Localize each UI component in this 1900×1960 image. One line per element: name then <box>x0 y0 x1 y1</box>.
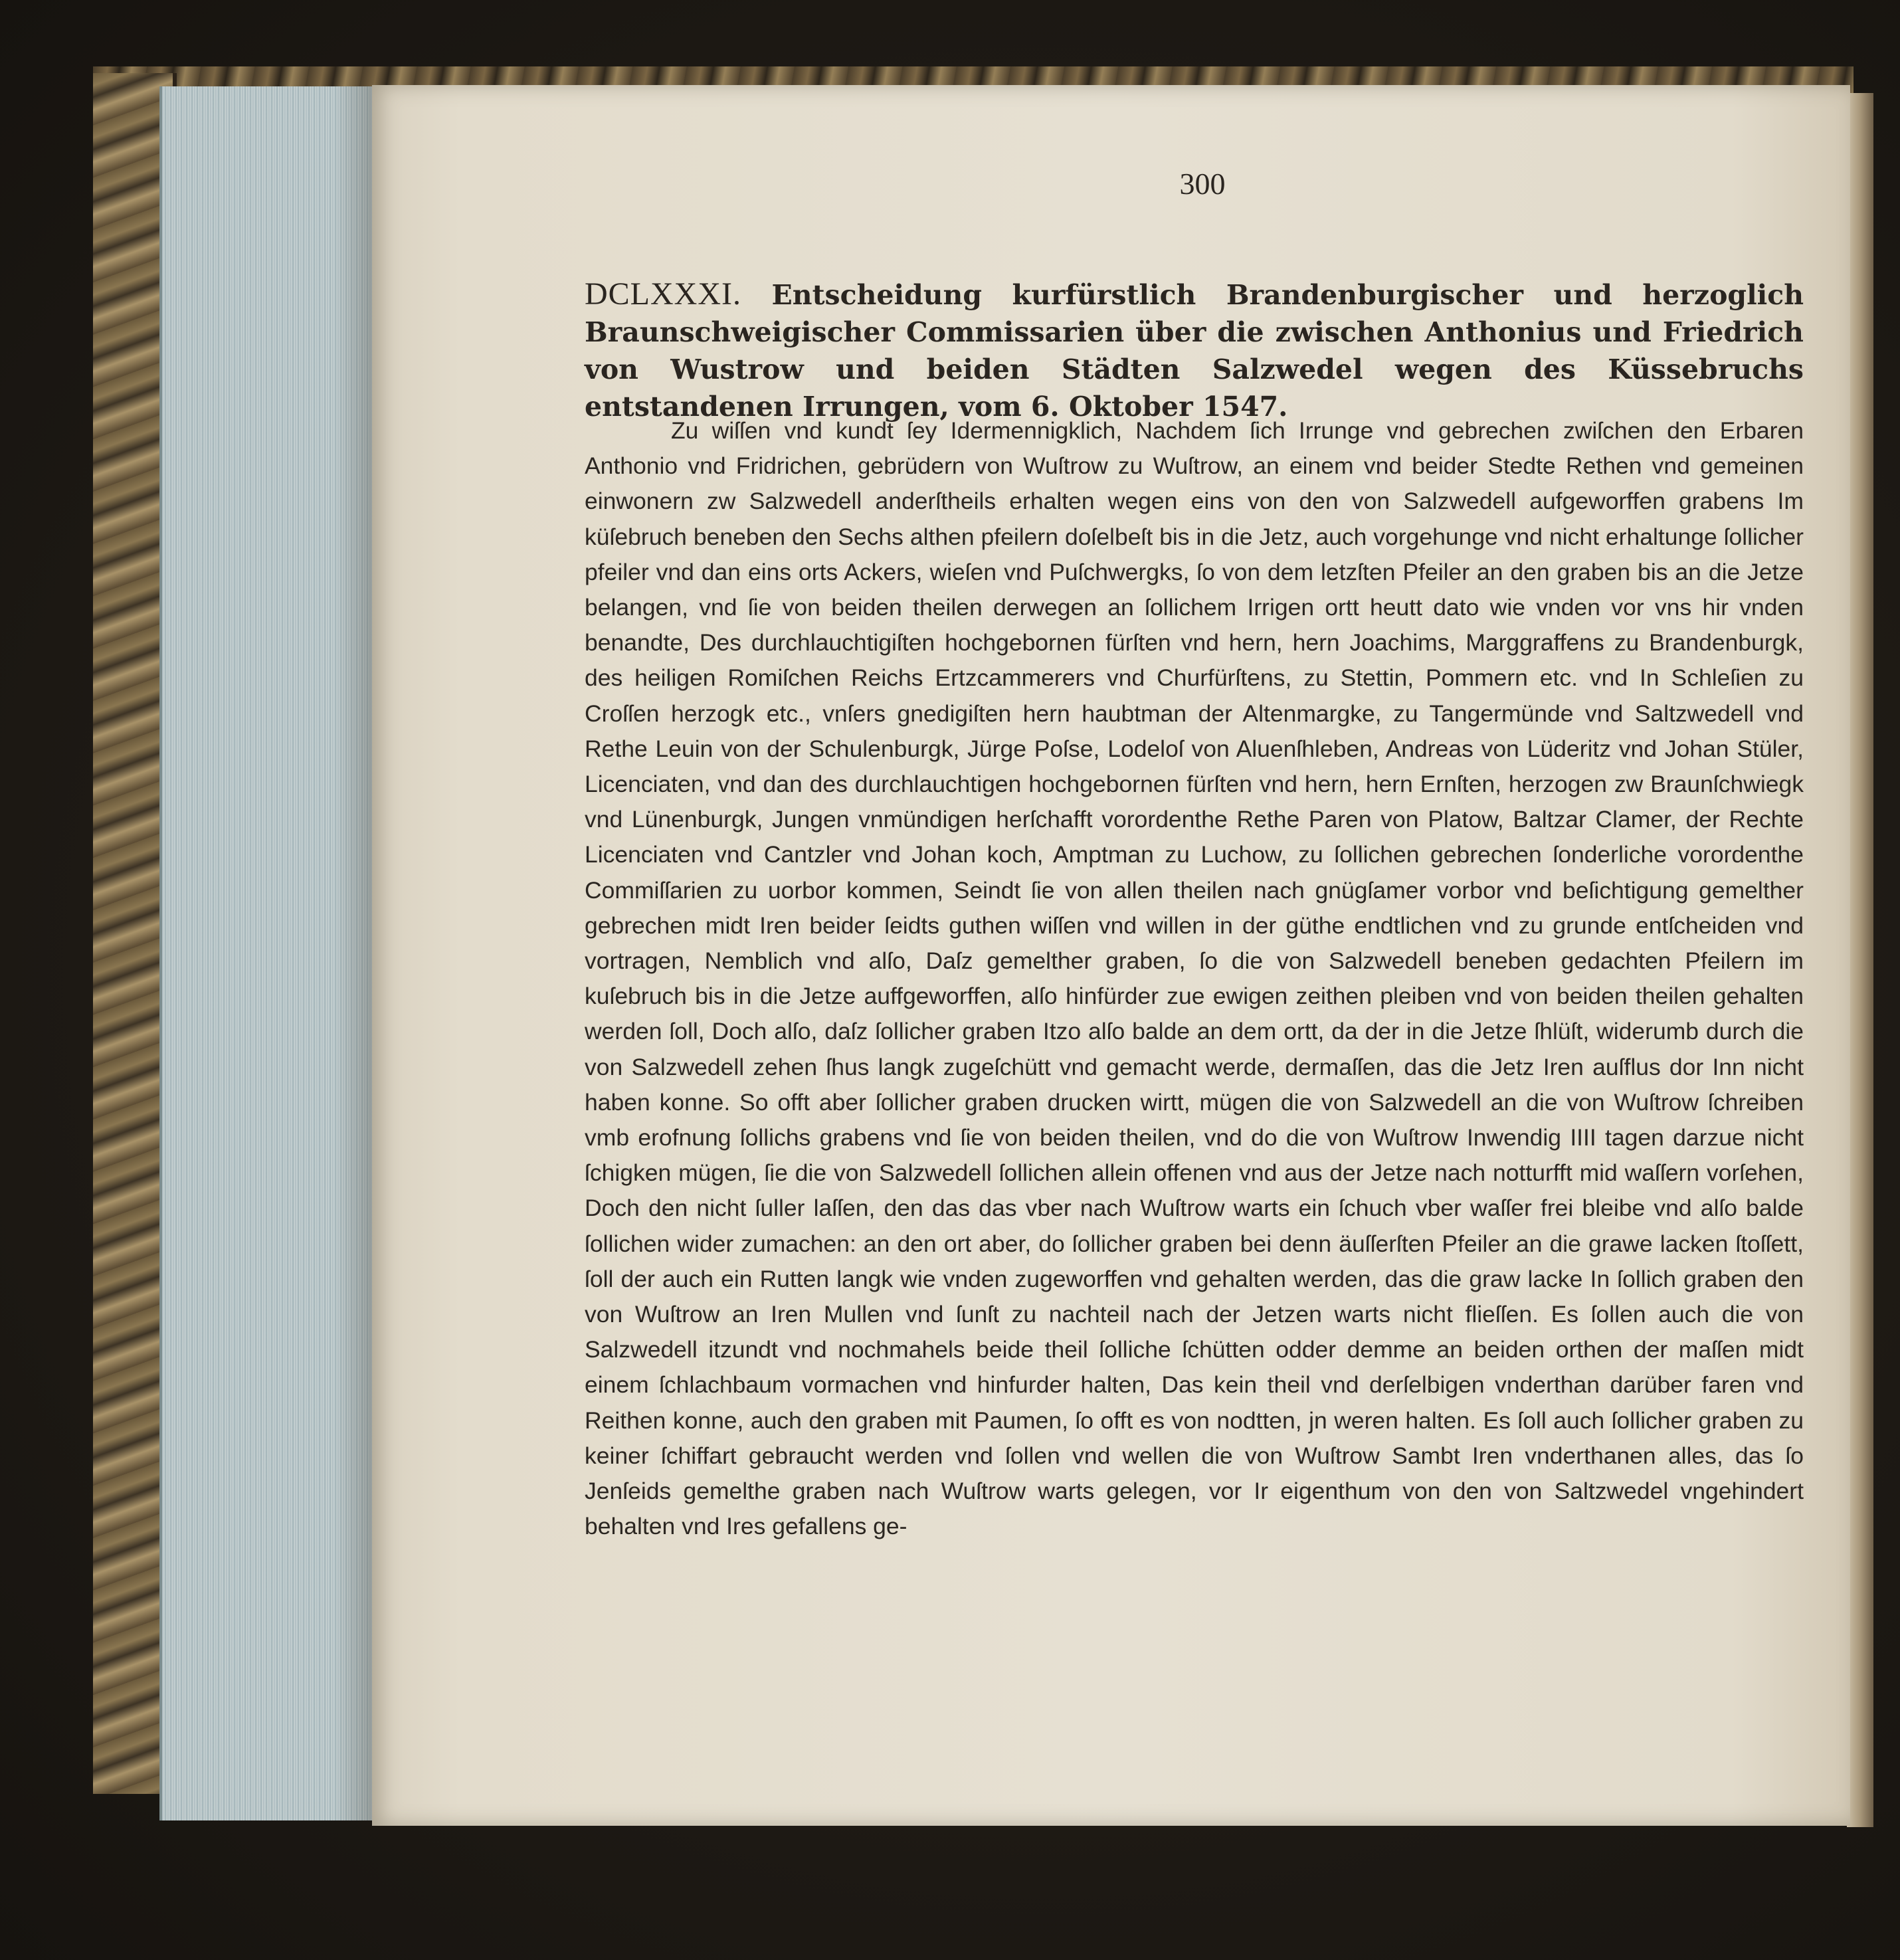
page-edge-right <box>1847 93 1873 1827</box>
document-heading <box>585 276 1804 425</box>
document-numeral: DCLXXXI. <box>585 276 741 312</box>
page-number: 300 <box>1179 167 1226 201</box>
body-paragraph: Zu wiſſen vnd kundt ſey Idermennigklich, Nachdem ſich Irrunge vnd gebrechen zwiſchen den Erbaren Anthonio vnd Fridrichen, gebrüdern von Wuſtrow zu Wuſtrow, an einem vnd beider Stedte Rethen vnd gemeinen einwonern zw Salzwedell anderſtheils erhalten wegen eins von den von Salzwedell aufgeworffen grabens Im küſebruch beneben den Sechs althen pfeilern doſelbeſt bis in die Jetz, auch vorgehunge vnd nicht erhaltunge ſollicher pfeiler vnd dan eins orts Ackers, wieſen vnd Puſchwergks, ſo von dem letzſten Pfeiler an den graben bis an die Jetze belangen, vnd ſie von beiden theilen derwegen an ſollichem Irrigen ortt heutt dato wie vnden vor vns hir vnden benandte, Des durchlauchtigiſten hochgebornen fürſten vnd hern, hern Joachims, Marggraffens zu Brandenburgk, des heiligen Romiſchen Reichs Ertzcammerers vnd Churfürſtens, zu Stettin, Pommern etc. vnd In Schleſien zu Croſſen herzogk etc., vnſers gnedigiſten hern haubtman der Altenmargke, zu Tangermünde vnd Saltzwedell vnd Rethe Leuin von der Schulenburgk, Jürge Poſse, Lodeloſ von Aluenſhleben, Andreas von Lüderitz vnd Johan Stüler, Licenciaten, vnd dan des durchlauchtigen hochgebornen fürſten vnd hern, hern Ernſten, herzogen zw Braunſchwiegk vnd Lünenburgk, Jungen vnmündigen herſchafft vorordenthe Rethe Paren von Platow, Baltzar Clamer, der Rechte Licenciaten vnd Cantzler vnd Johan koch, Amptman zu Luchow, zu ſollichen gebrechen ſonderliche vorordenthe Commiſſarien zu uorbor kommen, Seindt ſie von allen theilen nach gnügſamer vorbor vnd beſichtigung gemelther gebrechen midt Iren beider ſeidts guthen wiſſen vnd willen in der güthe endtlichen vnd zu grunde entſcheiden vnd vortragen, Nemblich vnd alſo, Daſz gemelther graben, ſo die von Salzwedell beneben gedachten Pfeilern im kuſebruch bis in die Jetze auffgeworffen, alſo hinfürder zue ewigen zeithen pleiben vnd von beiden theilen gehalten werden ſoll, Doch alſo, daſz ſollicher graben Itzo alſo balde an dem ortt, da der in die Jetze ſhlüſt, widerumb durch die von Salzwedell zehen ſhus langk zugeſchütt vnd gemacht werde, dermaſſen, das die Jetz Iren auſflus dor Inn nicht haben konne. So offt aber ſollicher graben drucken wirtt, mügen die von Salzwedell an die von Wuſtrow ſchreiben vmb erofnung ſollichs grabens vnd ſie von beiden theilen, vnd do die von Wuſtrow Inwendig IIII tagen darzue nicht ſchigken mügen, ſie die von Salzwedell ſollichen allein offenen vnd aus der Jetze nach notturfft mid waſſern vorſehen, Doch den nicht ſuller laſſen, den das das vber nach Wuſtrow warts ein ſchuch vber waſſer frei bleibe vnd alſo balde ſollichen wider zumachen: an den ort aber, do ſollicher graben bei denn äuſſerſten Pfeiler an die grawe lacken ſtoſſett, ſoll der auch ein Rutten langk wie vnden zugeworffen vnd gehalten werden, das die graw lacke In ſollich graben den von Wuſtrow an Iren Mullen vnd ſunſt zu nachteil nach der Jetzen warts nicht flieſſen. Es ſollen auch die von Salzwedell itzundt vnd nochmahels beide theil ſolliche ſchütten odder demme an beiden orthen der maſſen midt einem ſchlachbaum vormachen vnd hinfurder halten, Das kein theil vnd derſelbigen vnderthan darüber faren vnd Reithen konne, auch den graben mit Paumen, ſo offt es von nodtten, jn weren halten. Es ſoll auch ſollicher graben zu keiner ſchiffart gebraucht werden vnd ſollen vnd wellen die von Wuſtrow Sambt Iren vnderthanen alles, das ſo Jenſeids gemelthe graben nach Wuſtrow warts gelegen, vor Ir eigenthum von den von Saltzwedel vngehindert behalten vnd Ires gefallens ge- <box>585 417 1804 1540</box>
document-body <box>585 413 1804 1545</box>
page-block-shade <box>159 86 379 1820</box>
document-title: Entscheidung kurfürstlich Brandenburgischer und herzoglich Braunschweigischer Commissarien über die zwischen Anthonius und Friedrich von Wustrow und beiden Städten Salzwedel wegen des Küssebruchs entstandenen Irrungen, vom 6. Oktober 1547. <box>585 279 1804 423</box>
